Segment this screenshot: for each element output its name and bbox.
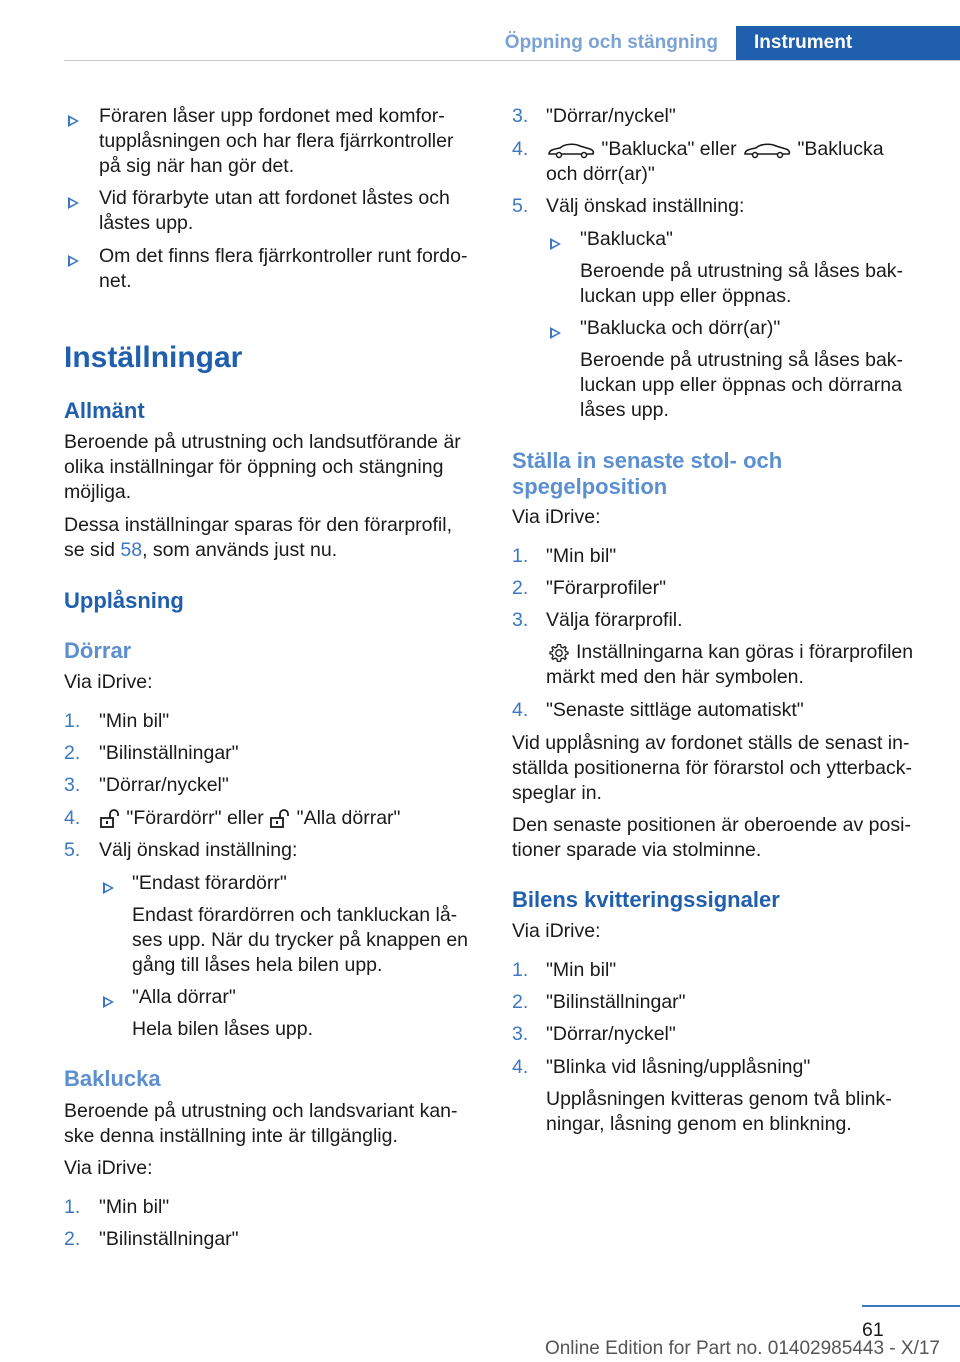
step-text: "Bilinställningar" [99,742,239,764]
step-text: "Min bil" [546,959,617,981]
step-text-continued: och dörr(ar)" [546,163,655,185]
page-reference-link[interactable]: 58 [120,539,143,561]
text-fragment: "Baklucka [797,138,884,160]
option-description: Hela bilen låses upp. [132,1018,314,1040]
baklucka-paragraph: Beroende på utrustning och landsvariant kan- ske denna inställning inte är tillgänglig. [64,1100,458,1147]
step-text: "Bilinställningar" [99,1228,239,1250]
page-number: 61 [862,1319,884,1341]
step-number: 3. [512,1023,529,1045]
car-icon [546,140,596,160]
via-idrive-label: Via iDrive: [512,920,601,942]
triangle-bullet-icon [68,115,79,127]
option-description: Beroende på utrustning så låses bak- luckan upp eller öppnas. [580,260,904,307]
step-number: 1. [64,1196,81,1218]
step-text: "Min bil" [99,710,170,732]
step-number: 2. [64,742,81,764]
via-idrive-label: Via iDrive: [64,1157,153,1179]
triangle-bullet-icon [103,996,114,1008]
allmant-paragraph-2 [64,513,476,563]
step-number: 4. [512,138,529,160]
step-text: "Bilinställningar" [546,991,686,1013]
step-text: "Senaste sittläge automatiskt" [546,699,804,721]
text-fragment: , som används just nu. [142,539,338,561]
step-text: Välj önskad inställning: [99,839,298,861]
step-number: 3. [64,774,81,796]
step-text: "Dörrar/nyckel" [99,774,229,796]
car-icon [742,140,792,160]
header-chapter-tab: Instrument [736,26,960,60]
step-number: 2. [64,1228,81,1250]
step-text: "Blinka vid låsning/upplåsning" [546,1056,811,1078]
open-lock-icon [99,809,121,829]
step-number: 4. [512,699,529,721]
bullet-text: Om det finns flera fjärrkontroller runt fordo- net. [99,245,468,292]
bullet-text: Vid förarbyte utan att fordonet låstes och låstes upp. [99,187,450,234]
step-number: 3. [512,609,529,631]
step-number: 2. [512,577,529,599]
triangle-bullet-icon [103,882,114,894]
subheading-stol-spegel: Ställa in senaste stol- och spegelposition [512,448,783,499]
subheading-allmant: Allmänt [64,398,145,423]
step-number: 1. [512,959,529,981]
footer-divider [862,1305,960,1307]
subheading-baklucka: Baklucka [64,1066,161,1091]
step-text: Välj önskad inställning: [546,195,745,217]
step-note-text: Upplåsningen kvitteras genom två blink- ningar, låsning genom en blinkning. [546,1088,892,1135]
subheading-dorrar: Dörrar [64,638,132,663]
step-number: 1. [512,545,529,567]
step-number: 5. [512,195,529,217]
option-title: "Baklucka" [580,228,673,250]
allmant-paragraph: Beroende på utrustning och landsutförande är olika inställningar för öppning och stängning möjliga. [64,431,461,503]
section-heading-installningar: Inställningar [64,341,243,374]
step-number: 3. [512,105,529,127]
subheading-upplasning: Upplåsning [64,588,184,613]
step-number: 4. [512,1056,529,1078]
step-text: Välja förarprofil. [546,609,683,631]
step-number: 4. [64,807,81,829]
step-number: 2. [512,991,529,1013]
header-divider [64,60,960,61]
text-fragment: Dessa inställningar sparas för den förarprofil, se sid [64,514,453,561]
option-description: Endast förardörren och tankluckan lå- ses upp. När du trycker på knappen en gång till låses hela bilen upp. [132,904,469,976]
step-text: "Dörrar/nyckel" [546,105,676,127]
via-idrive-label: Via iDrive: [64,671,153,693]
triangle-bullet-icon [550,238,561,250]
triangle-bullet-icon [68,255,79,267]
stol-paragraph-2: Den senaste positionen är oberoende av posi- tioner sparade via stolminne. [512,814,911,861]
subheading-kvitteringssignaler: Bilens kvitteringssignaler [512,887,780,912]
option-description: Beroende på utrustning så låses bak- luckan upp eller öppnas och dörrarna låses upp. [580,349,904,421]
step-text: "Dörrar/nyckel" [546,1023,676,1045]
open-lock-icon [269,809,291,829]
option-title: "Alla dörrar" [132,986,236,1008]
text-fragment: "Baklucka" eller [601,138,737,160]
step-note-text: Inställningarna kan göras i förarprofilen märkt med den här symbolen. [546,641,914,688]
step-number: 5. [64,839,81,861]
text-fragment: "Förardörr" eller [126,807,264,829]
footer-edition-text: Online Edition for Part no. 01402985443 - X/17 [544,1338,940,1359]
triangle-bullet-icon [550,327,561,339]
step-text [546,137,884,162]
stol-paragraph: Vid upplåsning av fordonet ställs de senast in- ställda positionerna för förarstol och ytterback- speglar in. [512,732,912,804]
option-title: "Endast förardörr" [132,872,287,894]
step-text [99,806,400,831]
via-idrive-label: Via iDrive: [512,506,601,528]
step-number: 1. [64,710,81,732]
option-title: "Baklucka och dörr(ar)" [580,317,781,339]
header-section-title: Öppning och stängning [504,32,718,53]
step-text: "Förarprofiler" [546,577,667,599]
step-text: "Min bil" [546,545,617,567]
step-text: "Min bil" [99,1196,170,1218]
bullet-text: Föraren låser upp fordonet med komfor- tupplåsningen och har flera fjärrkontroller på sig när han gör det. [99,105,454,177]
text-fragment: "Alla dörrar" [296,807,401,829]
triangle-bullet-icon [68,197,79,209]
